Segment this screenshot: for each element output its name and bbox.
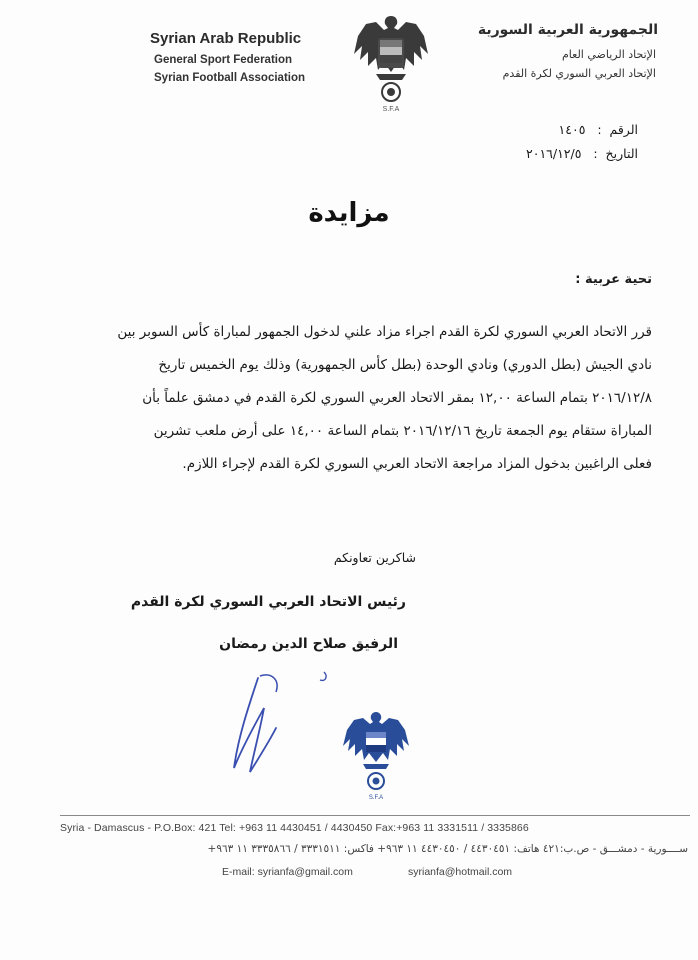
date-value: ٢٠١٦/١٢/٥ [526, 146, 582, 161]
greeting: تحية عربية : [575, 272, 652, 287]
signatory-title: رئيس الاتحاد العربي السوري لكرة القدم [130, 594, 406, 610]
header-ar-country: الجمهورية العربية السورية [477, 22, 658, 38]
svg-text:S.F.A: S.F.A [368, 795, 384, 801]
reference-value: ١٤٠٥ [558, 122, 586, 137]
closing-text: شاكرين تعاونكم [333, 550, 416, 565]
body-line: فعلى الراغبين بدخول المزاد مراجعة الاتحاد العربي السوري لكرة القدم لإجراء اللازم. [182, 456, 652, 472]
header-en-federation: General Sport Federation [154, 54, 293, 66]
eagle-emblem-bottom-icon [336, 708, 416, 803]
footer-contact-arabic: ســــورية - دمشـــق - ص.ب:٤٢١ هاتف: ٤٤٣٠٤٥١ / ٤٤٣٠٤٥٠ ١١ ٩٦٣+ فاكس: ٣٣٣١٥١١ / ٣٣٣٥٨٦٦ ١١ ٩٦٣+ [207, 843, 688, 855]
signatory-name: الرفيق صلاح الدين رمضان [219, 636, 398, 652]
header-en-country: Syrian Arab Republic [150, 30, 302, 47]
header-ar-federation: الإتحاد الرياضي العام [561, 48, 656, 61]
body-line: قرر الاتحاد العربي السوري لكرة القدم اجراء مزاد علني لدخول الجمهور لمباراة كأس السوبر بين [117, 324, 652, 340]
footer-email-gmail: E-mail: syrianfa@gmail.com [222, 866, 353, 878]
date-label: التاريخ [605, 146, 638, 161]
header-ar-association: الإتحاد العربي السوري لكرة القدم [502, 67, 656, 80]
body-line: المباراة ستقام يوم الجمعة تاريخ ٢٠١٦/١٢/١٦ بتمام الساعة ١٤,٠٠ على أرض ملعب تشرين [153, 423, 652, 439]
eagle-emblem-top-icon [346, 10, 436, 115]
document-title: مزايدة [308, 198, 390, 228]
reference-number: الرقم : ١٤٠٥ [558, 122, 638, 137]
footer-email-hotmail: syrianfa@hotmail.com [408, 866, 513, 878]
svg-text:S.F.A: S.F.A [382, 106, 400, 113]
reference-label: الرقم [609, 122, 638, 137]
footer-contact-english: Syria - Damascus - P.O.Box: 421 Tel: +963 11 4430451 / 4430450 Fax:+963 11 3331511 / 3335866 [60, 822, 529, 834]
body-line: ٢٠١٦/١٢/٨ بتمام الساعة ١٢,٠٠ بمقر الاتحاد العربي السوري لكرة القدم في دمشق علماً بأن [142, 390, 652, 406]
header-en-association: Syrian Football Association [154, 72, 306, 84]
body-line: نادي الجيش (بطل الدوري) ونادي الوحدة (بطل كأس الجمهورية) وذلك يوم الخميس تاريخ [158, 357, 652, 373]
letter-date: التاريخ : ٢٠١٦/١٢/٥ [526, 146, 638, 161]
footer-divider [60, 815, 690, 816]
body-text [92, 316, 652, 481]
